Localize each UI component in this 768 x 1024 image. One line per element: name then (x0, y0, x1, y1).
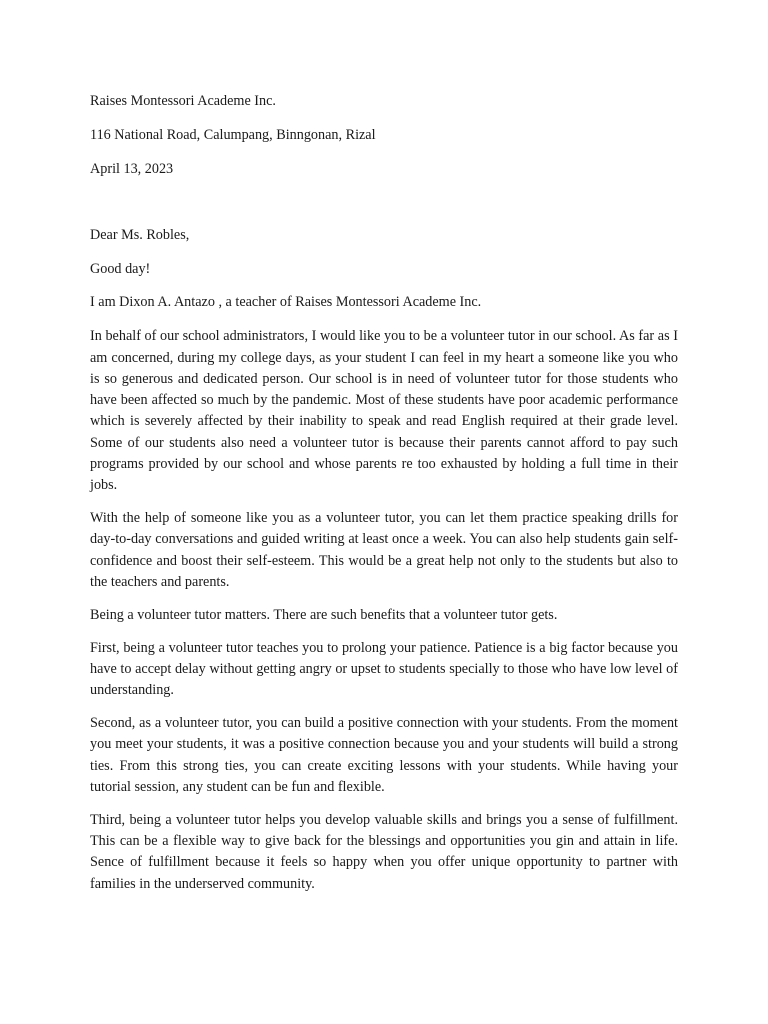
body-paragraph-request: In behalf of our school administrators, I would like you to be a volunteer tutor in our school. As far as I am concerned, during my college days, as your student I can feel in my heart a someone like you who is so generous and dedicated person. Our school is in need of volunteer tutor for those students who have been affected so much by the pandemic. Most of these students have poor academic performance which is severely affected by their inability to speak and read English required at their grade level. Some of our students also need a volunteer tutor is because their parents cannot afford to pay such programs provided by our school and whose parents re too exhausted by holding a full time in their jobs. (90, 328, 678, 494)
salutation: Dear Ms. Robles, (90, 226, 190, 243)
greeting: Good day! (90, 260, 151, 277)
sender-address: 116 National Road, Calumpang, Binngonan, Rizal (90, 126, 376, 143)
letter-date: April 13, 2023 (90, 160, 174, 177)
body-paragraph-benefits-intro: Being a volunteer tutor matters. There are such benefits that a volunteer tutor gets. (90, 606, 558, 623)
body-paragraph-first-benefit: First, being a volunteer tutor teaches you to prolong your patience. Patience is a big factor because you have to accept delay without getting angry or upset to students specially to those who have low level of understanding. (90, 639, 678, 699)
body-paragraph-second-benefit: Second, as a volunteer tutor, you can build a positive connection with your students. From the moment you meet your students, it was a positive connection because you and your students will build a strong ties. From this strong ties, you can create exciting lessons with your students. While having your tutorial session, any student can be fun and flexible. (90, 715, 678, 795)
body-paragraph-third-benefit: Third, being a volunteer tutor helps you develop valuable skills and brings you a sense of fulfillment. This can be a flexible way to give back for the blessings and opportunities you gin and attain in life. Sence of fulfillment because it feels so happy when you offer unique opportunity to partner with families in the underserved community. (90, 811, 678, 892)
body-paragraph-help: With the help of someone like you as a volunteer tutor, you can let them practice speaking drills for day-to-day conversations and guided writing at least once a week. You can also help students gain self-confidence and boost their self-esteem. This would be a great help not only to the students but also to the teachers and parents. (90, 510, 678, 591)
sender-name: Raises Montessori Academe Inc. (90, 93, 276, 109)
intro-line: I am Dixon A. Antazo , a teacher of Raises Montessori Academe Inc. (90, 294, 482, 311)
letter-page (90, 91, 678, 906)
